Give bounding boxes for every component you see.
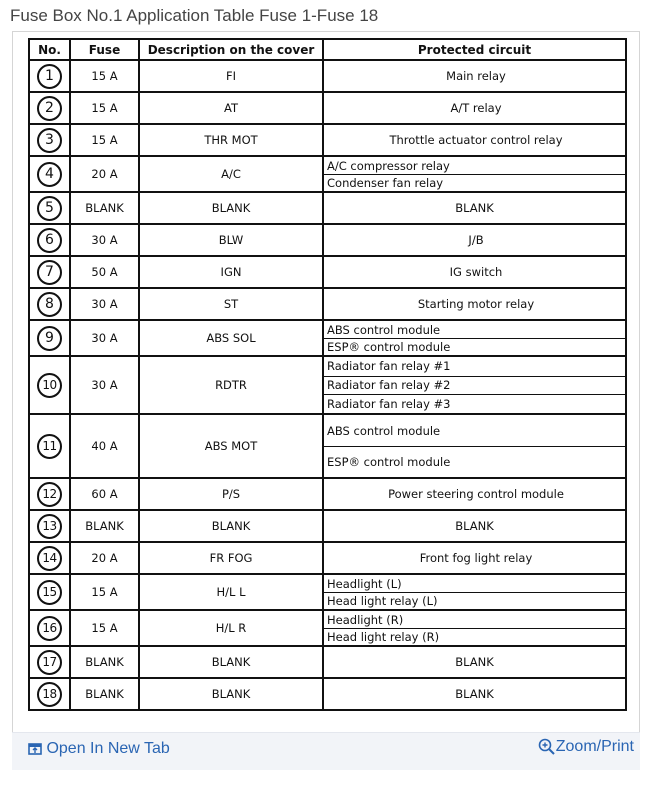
protected-circuit: IG switch — [449, 265, 503, 279]
cover-description: IGN — [139, 256, 323, 288]
fuse-number: 3 — [37, 128, 62, 153]
protected-circuit-cell — [323, 542, 626, 574]
protected-circuit: ESP® control module — [324, 446, 625, 477]
fuse-number-cell — [29, 542, 70, 574]
cover-description: FI — [139, 60, 323, 92]
cover-description: RDTR — [139, 356, 323, 414]
protected-circuit-cell — [323, 92, 626, 124]
protected-circuit: ABS control module — [327, 423, 441, 438]
fuse-rating: 15 A — [70, 92, 139, 124]
fuse-number-cell — [29, 574, 70, 610]
fuse-number: 4 — [37, 162, 62, 187]
table-row — [29, 542, 626, 574]
table-row — [29, 288, 626, 320]
fuse-rating: 60 A — [70, 478, 139, 510]
fuse-rating: 30 A — [70, 224, 139, 256]
fuse-number: 18 — [37, 682, 62, 707]
protected-circuit: Condenser fan relay — [324, 174, 625, 191]
protected-circuit-cell — [323, 646, 626, 678]
table-row — [29, 414, 626, 478]
table-row — [29, 92, 626, 124]
table-row — [29, 124, 626, 156]
fuse-rating: 30 A — [70, 288, 139, 320]
zoom-in-icon — [538, 738, 556, 756]
table-row — [29, 60, 626, 92]
protected-circuit-cell — [323, 414, 626, 478]
table-body — [29, 60, 626, 710]
protected-circuit: BLANK — [455, 201, 494, 215]
cover-description: ABS MOT — [139, 414, 323, 478]
protected-circuit-cell — [323, 320, 626, 356]
cover-description: H/L L — [139, 574, 323, 610]
protected-circuit: Throttle actuator control relay — [389, 133, 563, 147]
zoom-print-link[interactable] — [538, 738, 634, 756]
cover-description: BLW — [139, 224, 323, 256]
fuse-rating: BLANK — [70, 646, 139, 678]
protected-circuit: Front fog light relay — [419, 551, 533, 565]
cover-description: FR FOG — [139, 542, 323, 574]
cover-description: BLANK — [139, 678, 323, 710]
protected-circuit: A/C compressor relay — [327, 158, 450, 173]
table-row — [29, 320, 626, 356]
fuse-number: 11 — [37, 434, 62, 459]
table-row — [29, 610, 626, 646]
header-description: Description on the cover — [139, 39, 323, 60]
protected-circuit-cell — [323, 192, 626, 224]
fuse-number-cell — [29, 414, 70, 478]
protected-circuit: BLANK — [455, 687, 494, 701]
cover-description: ABS SOL — [139, 320, 323, 356]
table-row — [29, 678, 626, 710]
fuse-number: 16 — [37, 616, 62, 641]
protected-circuit-cell — [323, 124, 626, 156]
fuse-number: 14 — [37, 546, 62, 571]
open-tab-icon — [28, 742, 42, 756]
protected-circuit-cell — [323, 678, 626, 710]
protected-circuit: Headlight (R) — [327, 612, 404, 627]
fuse-number: 17 — [37, 650, 62, 675]
fuse-rating: 30 A — [70, 356, 139, 414]
protected-circuit: Starting motor relay — [417, 297, 535, 311]
protected-circuit: Head light relay (R) — [324, 628, 625, 645]
protected-circuit: Radiator fan relay #2 — [324, 376, 625, 395]
fuse-rating: 15 A — [70, 60, 139, 92]
protected-circuit: A/T relay — [450, 101, 502, 115]
table-row — [29, 356, 626, 414]
page-title: Fuse Box No.1 Application Table Fuse 1-Fuse 18 — [10, 6, 379, 25]
fuse-rating: BLANK — [70, 192, 139, 224]
protected-circuit-cell — [323, 478, 626, 510]
fuse-number-cell — [29, 510, 70, 542]
fuse-rating: 20 A — [70, 156, 139, 192]
protected-circuit: Headlight (L) — [327, 576, 402, 591]
cover-description: ST — [139, 288, 323, 320]
open-in-new-tab-link[interactable] — [28, 740, 170, 758]
fuse-rating: 30 A — [70, 320, 139, 356]
protected-circuit: Head light relay (L) — [324, 592, 625, 609]
protected-circuit: BLANK — [455, 655, 494, 669]
protected-circuit-cell — [323, 256, 626, 288]
protected-circuit-cell — [323, 288, 626, 320]
protected-circuit-cell — [323, 60, 626, 92]
header-fuse: Fuse — [70, 39, 139, 60]
fuse-rating: 15 A — [70, 574, 139, 610]
fuse-rating: BLANK — [70, 678, 139, 710]
fuse-number-cell — [29, 678, 70, 710]
fuse-table — [28, 38, 627, 711]
fuse-number-cell — [29, 256, 70, 288]
table-row — [29, 646, 626, 678]
table-row — [29, 574, 626, 610]
fuse-number-cell — [29, 610, 70, 646]
cover-description: P/S — [139, 478, 323, 510]
table-row — [29, 256, 626, 288]
fuse-number: 6 — [37, 228, 62, 253]
fuse-number: 12 — [37, 482, 62, 507]
fuse-number-cell — [29, 92, 70, 124]
fuse-number: 7 — [37, 260, 62, 285]
table-row — [29, 224, 626, 256]
cover-description: A/C — [139, 156, 323, 192]
protected-circuit-cell — [323, 156, 626, 192]
cover-description: H/L R — [139, 610, 323, 646]
table-row — [29, 510, 626, 542]
protected-circuit-cell — [323, 574, 626, 610]
cover-description: BLANK — [139, 646, 323, 678]
fuse-number: 5 — [37, 196, 62, 221]
fuse-rating: BLANK — [70, 510, 139, 542]
cover-description: AT — [139, 92, 323, 124]
table-row — [29, 192, 626, 224]
fuse-number-cell — [29, 124, 70, 156]
protected-circuit-cell — [323, 356, 626, 414]
open-in-new-tab-label: Open In New Tab — [46, 740, 170, 757]
fuse-rating: 15 A — [70, 610, 139, 646]
fuse-rating: 40 A — [70, 414, 139, 478]
fuse-number: 8 — [37, 292, 62, 317]
protected-circuit: Radiator fan relay #3 — [324, 394, 625, 413]
fuse-number-cell — [29, 288, 70, 320]
fuse-rating: 20 A — [70, 542, 139, 574]
protected-circuit-cell — [323, 510, 626, 542]
fuse-number-cell — [29, 60, 70, 92]
fuse-number: 10 — [37, 373, 62, 398]
protected-circuit: Power steering control module — [388, 487, 564, 501]
fuse-number-cell — [29, 156, 70, 192]
protected-circuit: BLANK — [455, 519, 494, 533]
fuse-number-cell — [29, 224, 70, 256]
protected-circuit: ESP® control module — [324, 338, 625, 355]
fuse-number: 13 — [37, 514, 62, 539]
protected-circuit: Radiator fan relay #1 — [327, 359, 451, 374]
fuse-number: 15 — [37, 580, 62, 605]
protected-circuit-cell — [323, 224, 626, 256]
cover-description: BLANK — [139, 192, 323, 224]
protected-circuit-cell — [323, 610, 626, 646]
fuse-number-cell — [29, 356, 70, 414]
table-row — [29, 478, 626, 510]
table-row — [29, 156, 626, 192]
fuse-number: 9 — [37, 326, 62, 351]
fuse-number-cell — [29, 646, 70, 678]
fuse-rating: 15 A — [70, 124, 139, 156]
cover-description: THR MOT — [139, 124, 323, 156]
fuse-number-cell — [29, 320, 70, 356]
fuse-number-cell — [29, 192, 70, 224]
fuse-number-cell — [29, 478, 70, 510]
header-protected-circuit: Protected circuit — [323, 39, 626, 60]
zoom-print-label: Zoom/Print — [555, 738, 634, 755]
protected-circuit: J/B — [468, 233, 484, 247]
protected-circuit: Main relay — [446, 69, 506, 83]
fuse-number: 1 — [37, 64, 62, 89]
protected-circuit: ABS control module — [327, 322, 441, 337]
header-no: No. — [29, 39, 70, 60]
table-header-row — [29, 39, 626, 60]
footer-bar — [12, 732, 640, 770]
fuse-number: 2 — [37, 96, 62, 121]
fuse-rating: 50 A — [70, 256, 139, 288]
cover-description: BLANK — [139, 510, 323, 542]
